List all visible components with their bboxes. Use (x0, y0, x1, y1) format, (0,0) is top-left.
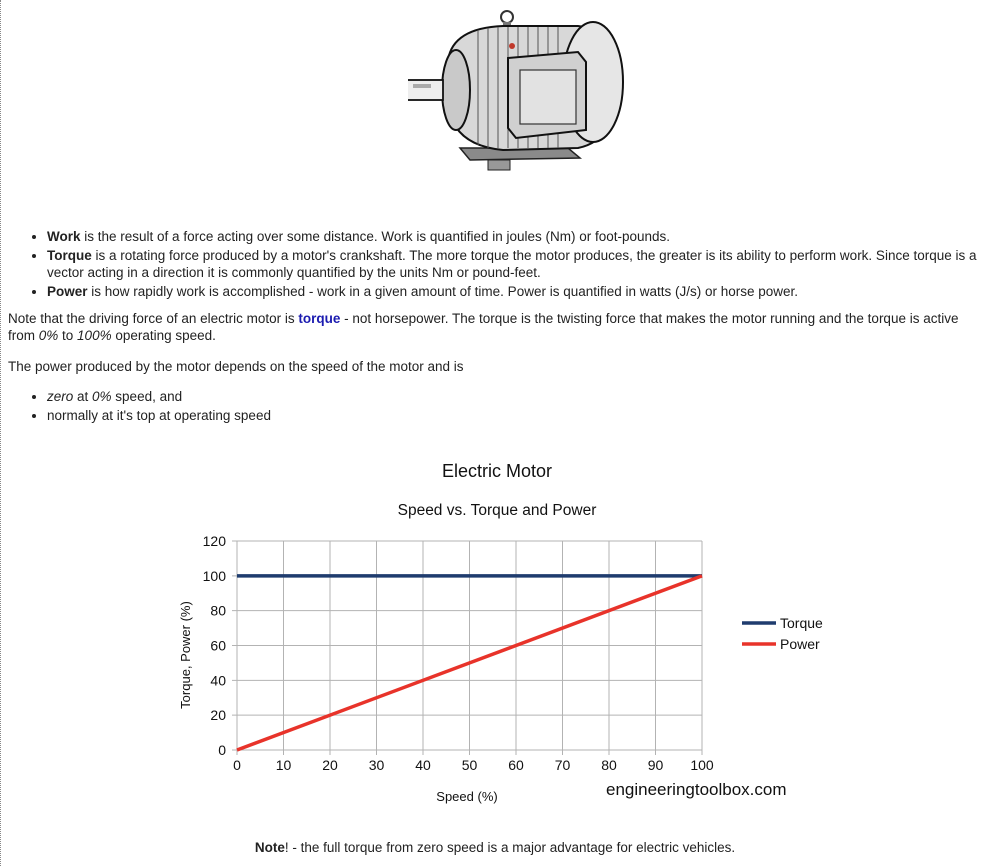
definition-power: is how rapidly work is accomplished - work in a given amount of time. Power is quantified in watts (J/s) or horse power. (87, 284, 799, 299)
electric-motor-illustration (408, 0, 638, 185)
paragraph-driving-force (8, 310, 983, 344)
zero-percent: 0% (92, 389, 112, 404)
x-tick-label-100: 100 (690, 757, 714, 773)
zero-word: zero (47, 389, 74, 404)
paragraph-power-speed: The power produced by the motor depends on the speed of the motor and is (8, 359, 464, 374)
x-tick-label-90: 90 (647, 757, 664, 773)
x-axis-label: Speed (%) (436, 789, 498, 804)
legend-power-label: Power (780, 636, 820, 652)
chart-title: Electric Motor (441, 461, 553, 481)
x-tick-label-60: 60 (508, 757, 524, 773)
electric-motor-chart (0, 455, 990, 815)
x-tick-label-0: 0 (233, 757, 241, 773)
x-tick-label-10: 10 (275, 757, 292, 773)
chart-subtitle: Speed vs. Torque and Power (397, 502, 597, 519)
power-speed-list (8, 388, 983, 424)
y-tick-label-100: 100 (202, 567, 226, 584)
y-tick-label-0: 0 (218, 742, 226, 758)
term-power: Power (47, 284, 88, 299)
y-tick-label-80: 80 (210, 602, 226, 619)
x-tick-label-20: 20 (322, 757, 338, 773)
legend-torque-label: Torque (780, 615, 823, 631)
definition-torque: is a rotating force produced by a motor's crankshaft. The more torque the motor produces, the greater is its ability to perform work. Since torque is a vector acting in a direction it is commonly quantified by the units Nm or pound-feet. (47, 248, 977, 280)
torque-link[interactable]: torque (298, 311, 341, 326)
x-tick-label-50: 50 (461, 757, 478, 773)
y-tick-label-20: 20 (210, 707, 226, 724)
y-axis-label: Torque, Power (%) (178, 601, 193, 709)
para1-text-mid: - not horsepower. The torque is the twisting force that makes the motor running and the torque is active from (8, 311, 959, 343)
y-tick-label-60: 60 (210, 637, 226, 654)
note-text: ! - the full torque from zero speed is a major advantage for electric vehicles. (284, 840, 736, 855)
list-item-torque (47, 247, 983, 281)
note-bold: Note (254, 840, 285, 855)
y-tick-label-120: 120 (202, 533, 226, 549)
x-tick-label-40: 40 (415, 757, 431, 773)
list-item-top-speed: • normally at it's top at operating speed (47, 407, 983, 424)
y-tick-label-40: 40 (210, 672, 226, 689)
term-work: Work (47, 229, 81, 244)
item1-post: speed, and (111, 389, 183, 404)
para1-from-percent: 0% (38, 328, 59, 343)
para1-text-post: operating speed. (111, 328, 216, 343)
x-tick-label-70: 70 (554, 757, 571, 773)
term-torque: Torque (47, 248, 92, 263)
definitions-list (8, 228, 983, 300)
definition-work: is the result of a force acting over some distance. Work is quantified in joules (Nm) or foot-pounds. (80, 229, 671, 244)
chart-container (0, 455, 990, 815)
para1-to-word: to (58, 328, 78, 343)
list-item-work (47, 228, 983, 245)
item1-mid: at (73, 389, 93, 404)
para1-text-pre: Note that the driving force of an electric motor is (8, 311, 299, 326)
para1-to-percent: 100% (77, 328, 112, 343)
list-item-power (47, 283, 983, 300)
footnote (0, 840, 990, 855)
chart-grid (232, 541, 702, 755)
chart-axes (203, 533, 714, 773)
list-item-zero-speed (47, 388, 983, 405)
chart-legend (742, 615, 823, 652)
x-tick-label-80: 80 (601, 757, 617, 773)
x-tick-label-30: 30 (368, 757, 385, 773)
watermark-text: engineeringtoolbox.com (606, 780, 787, 799)
